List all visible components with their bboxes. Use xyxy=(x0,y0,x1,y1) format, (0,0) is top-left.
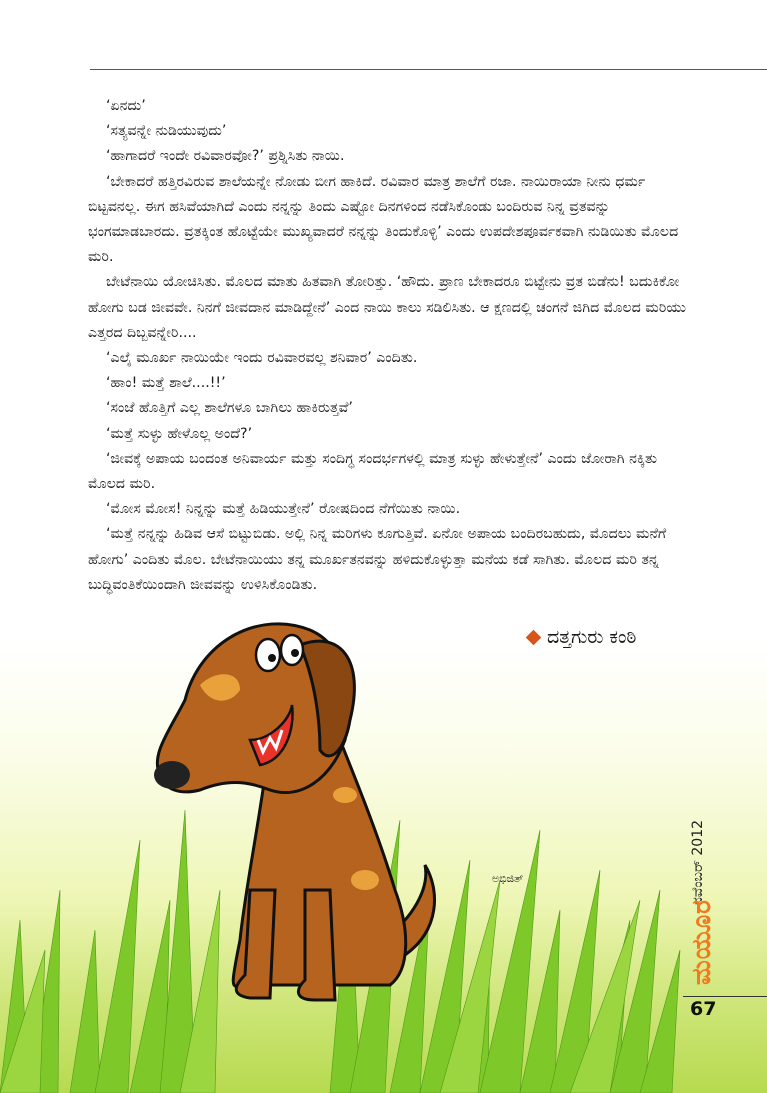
article-body xyxy=(88,94,698,598)
author-line xyxy=(528,626,636,648)
paragraph: ‘ಬೇಕಾದರೆ ಹತ್ತಿರವಿರುವ ಶಾಲೆಯನ್ನೇ ನೋಡು ಬೀಗ ಹಾಕಿದೆ. ರವಿವಾರ ಮಾತ್ರ ಶಾಲೆಗೆ ರಜಾ. ನಾಯಿರಾಯಾ ನೀನು ಧರ್ಮ ಬಿಟ್ಟವನಲ್ಲ. ಈಗ ಹಸಿವೆಯಾಗಿದೆ ಎಂದು ನನ್ನನ್ನು ತಿಂದು ಎಷ್ಟೋ ದಿನಗಳಿಂದ ನಡೆಸಿಕೊಂಡು ಬಂದಿರುವ ನಿನ್ನ ವ್ರತವನ್ನು ಭಂಗಮಾಡಬಾರದು. ವ್ರತಕ್ಕಿಂತ ಹೊಟ್ಟೆಯೇ ಮುಖ್ಯವಾದರೆ ನನ್ನನ್ನು ತಿಂದುಕೊಳ್ಳಿ’ ಎಂದು ಉಪದೇಶಪೂರ್ವಕವಾಗಿ ನುಡಿಯಿತು ಮೊಲದ ಮರಿ. xyxy=(88,173,679,266)
paragraph: ‘ಹಾಗಾದರೆ ಇಂದೇ ರವಿವಾರವೋ?’ ಪ್ರಶ್ನಿಸಿತು ನಾಯಿ. xyxy=(106,148,345,165)
magazine-logo-text: ಮಯೂರ xyxy=(687,899,717,985)
dog-eye xyxy=(281,635,303,665)
dog-nose xyxy=(154,761,190,789)
page-number-rule xyxy=(683,996,767,997)
paragraph: ‘ಸಂಜೆ ಹೊತ್ತಿಗೆ ಎಲ್ಲ ಶಾಲೆಗಳೂ ಬಾಗಿಲು ಹಾಕಿರುತ್ತವೆ’ xyxy=(106,400,353,417)
paragraph: ‘ಮತ್ತೆ ಸುಳ್ಳು ಹೇಳೊಲ್ಲ ಅಂದೆ?’ xyxy=(106,425,253,442)
author-name: ದತ್ತಗುರು ಕಂಠಿ xyxy=(547,626,637,648)
paragraph: ‘ಏನದು’ xyxy=(106,98,146,114)
diamond-bullet-icon xyxy=(526,629,542,645)
dog-leg xyxy=(298,890,335,1000)
dog-eye xyxy=(256,639,280,671)
top-rule xyxy=(90,69,767,70)
paragraph: ‘ಸತ್ಯವನ್ನೇ ನುಡಿಯುವುದು’ xyxy=(106,123,227,140)
issue-date xyxy=(676,775,736,905)
paragraph: ‘ಎಲೈ ಮೂರ್ಖ ನಾಯಿಯೇ ಇಂದು ರವಿವಾರವಲ್ಲ ಶನಿವಾರ’ ಎಂದಿತು. xyxy=(106,350,418,367)
paragraph: ‘ಹಾಂ! ಮತ್ತೆ ಶಾಲೆ....!!’ xyxy=(106,375,226,392)
dog-illustration xyxy=(0,590,767,1093)
page-number: 67 xyxy=(690,998,717,1020)
paragraph: ಬೇಟೆನಾಯಿ ಯೋಚಿಸಿತು. ಮೊಲದ ಮಾತು ಹಿತವಾಗಿ ತೋರಿತ್ತು. ‘ಹೌದು. ಪ್ರಾಣ ಬೇಕಾದರೂ ಬಿಟ್ಟೇನು ವ್ರತ ಬಿಡೆನು! ಬದುಕಿಕೋ ಹೋಗು ಬಡ ಜೀವವೇ. ನಿನಗೆ ಜೀವದಾನ ಮಾಡಿದ್ದೇನೆ’ ಎಂದ ನಾಯಿ ಕಾಲು ಸಡಿಲಿಸಿತು. ಆ ಕ್ಷಣದಲ್ಲಿ ಚಂಗನೆ ಜಿಗಿದ ಮೊಲದ ಮರಿಯು ಎತ್ತರದ ದಿಬ್ಬವನ್ನೇರಿ.... xyxy=(88,274,687,341)
paragraph: ‘ಜೀವಕ್ಕೆ ಅಪಾಯ ಬಂದಂತ ಅನಿವಾರ್ಯ ಮತ್ತು ಸಂದಿಗ್ಧ ಸಂದರ್ಭಗಳಲ್ಲಿ ಮಾತ್ರ ಸುಳ್ಳು ಹೇಳುತ್ತೇನೆ’ ಎಂದು ಜೋರಾಗಿ ನಕ್ಕಿತು ಮೊಲದ ಮರಿ. xyxy=(88,450,658,493)
paragraph: ‘ಮೋಸ ಮೋಸ! ನಿನ್ನನ್ನು ಮತ್ತೆ ಹಿಡಿಯುತ್ತೇನೆ’ ರೋಷದಿಂದ ನೆಗೆಯಿತು ನಾಯಿ. xyxy=(106,501,461,518)
magazine-logo xyxy=(685,899,719,985)
illustration-credit: ಅಭಿಜಿತ್ xyxy=(492,872,524,885)
issue-date-text: ನವೆಂಬರ್ 2012 xyxy=(690,819,706,905)
paragraph: ‘ಮತ್ತೆ ನನ್ನನ್ನು ಹಿಡಿವ ಆಸೆ ಬಿಟ್ಟುಬಿಡು. ಅಲ್ಲಿ ನಿನ್ನ ಮರಿಗಳು ಕೂಗುತ್ತಿವೆ. ಏನೋ ಅಪಾಯ ಬಂದಿರಬಹುದು, ಮೊದಲು ಮನೆಗೆ ಹೋಗು’ ಎಂದಿತು ಮೊಲ. ಬೇಟೆನಾಯಿಯು ತನ್ನ ಮೂರ್ಖತನವನ್ನು ಹಳಿದುಕೊಳ್ಳುತ್ತಾ ಮನೆಯ ಕಡೆ ಸಾಗಿತು. ಮೊಲದ ಮರಿ ತನ್ನ ಬುದ್ಧಿವಂತಿಕೆಯಿಂದಾಗಿ ಜೀವವನ್ನು ಉಳಿಸಿಕೊಂಡಿತು. xyxy=(88,526,667,593)
